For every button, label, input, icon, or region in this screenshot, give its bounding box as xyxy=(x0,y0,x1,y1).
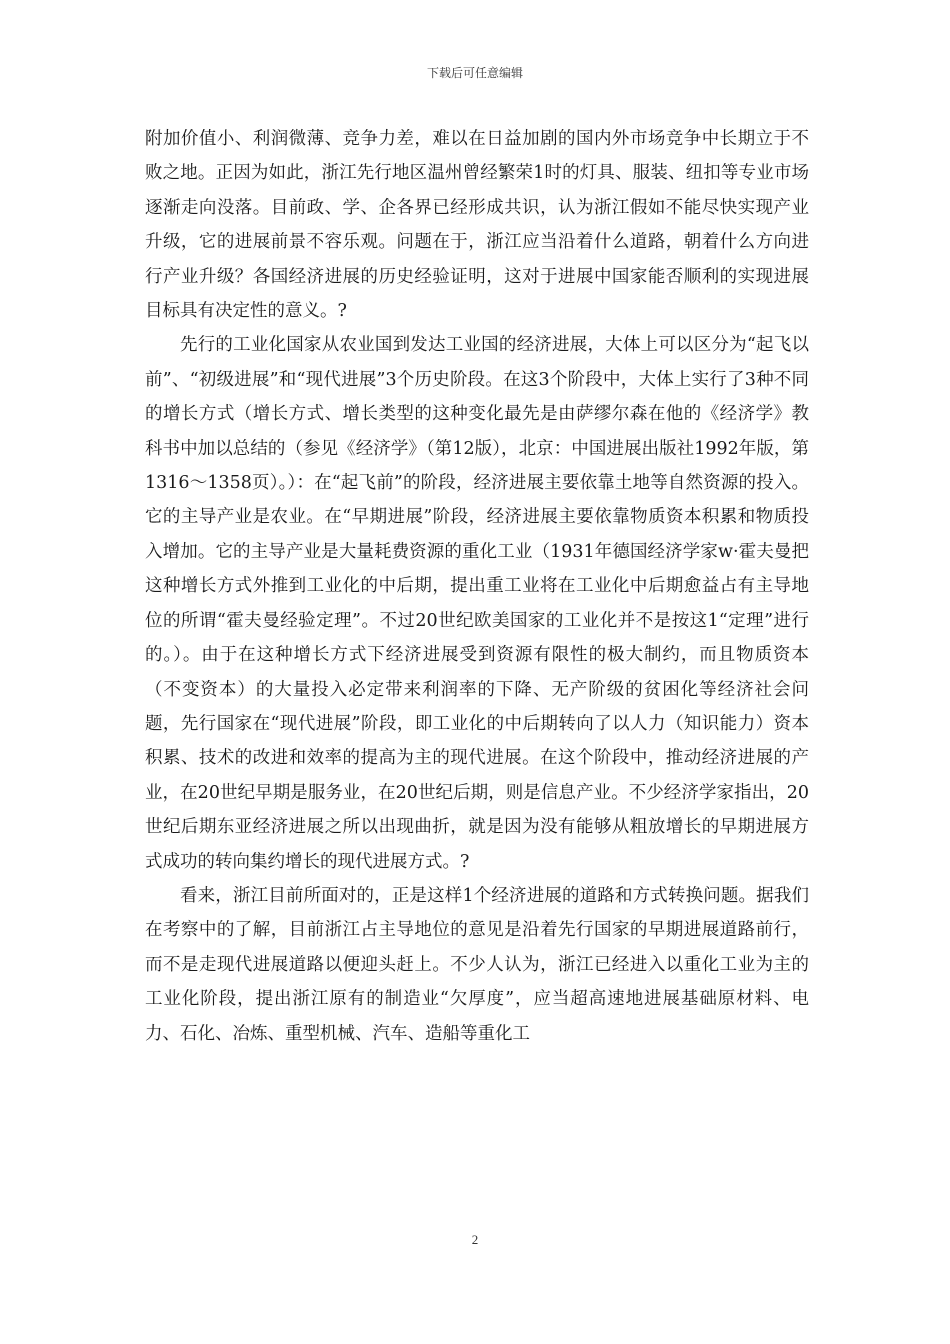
page-header: 下载后可任意编辑 xyxy=(426,66,523,80)
paragraph-3: 看来，浙江目前所面对的，正是这样1个经济进展的道路和方式转换问题。据我们在考察中的了解，目前浙江占主导地位的意见是沿着先行国家的早期进展道路前行，而不是走现代进展道路以便迎头赶上。不少人认为，浙江已经进入以重化工业为主的工业化阶段，提出浙江原有的制造业“欠厚度”，应当超高速地进展基础原材料、电力、石化、冶炼、重型机械、汽车、造船等重化工 xyxy=(145,885,809,1044)
paragraph-1: 附加价值小、利润微薄、竞争力差，难以在日益加剧的国内外市场竞争中长期立于不败之地。正因为如此，浙江先行地区温州曾经繁荣1时的灯具、服装、纽扣等专业市场逐渐走向没落。目前政、学、企各界已经形成共识，认为浙江假如不能尽快实现产业升级，它的进展前景不容乐观。问题在于，浙江应当沿着什么道路，朝着什么方向进行产业升级？各国经济进展的历史经验证明，这对于进展中国家能否顺利的实现进展目标具有决定性的意义。? xyxy=(145,129,809,322)
paragraph-2: 先行的工业化国家从农业国到发达工业国的经济进展，大体上可以区分为“起飞以前”、“初级进展”和“现代进展”3个历史阶段。在这3个阶段中，大体上实行了3种不同的增长方式（增长方式、增长类型的这种变化最先是由萨缪尔森在他的《经济学》教科书中加以总结的（参见《经济学》（第12版），北京：中国进展出版社1992年版，第1316～1358页）。）：在“起飞前”的阶段，经济进展主要依靠土地等自然资源的投入。它的主导产业是农业。在“早期进展”阶段，经济进展主要依靠物质资本积累和物质投入增加。它的主导产业是大量耗费资源的重化工业（1931年德国经济学家w·霍夫曼把这种增长方式外推到工业化的中后期，提出重工业将在工业化中后期愈益占有主导地位的所谓“霍夫曼经验定理”。不过20世纪欧美国家的工业化并不是按这1“定理”进行的。）。由于在这种增长方式下经济进展受到资源有限性的极大制约，而且物质资本（不变资本）的大量投入必定带来利润率的下降、无产阶级的贫困化等经济社会问题，先行国家在“现代进展”阶段，即工业化的中后期转向了以人力（知识能力）资本积累、技术的改进和效率的提高为主的现代进展。在这个阶段中，推动经济进展的产业，在20世纪早期是服务业，在20世纪后期，则是信息产业。不少经济学家指出，20世纪后期东亚经济进展之所以出现曲折，就是因为没有能够从粗放增长的早期进展方式成功的转向集约增长的现代进展方式。? xyxy=(145,335,809,872)
body-text xyxy=(145,122,809,1051)
page-number: 2 xyxy=(471,1232,479,1247)
